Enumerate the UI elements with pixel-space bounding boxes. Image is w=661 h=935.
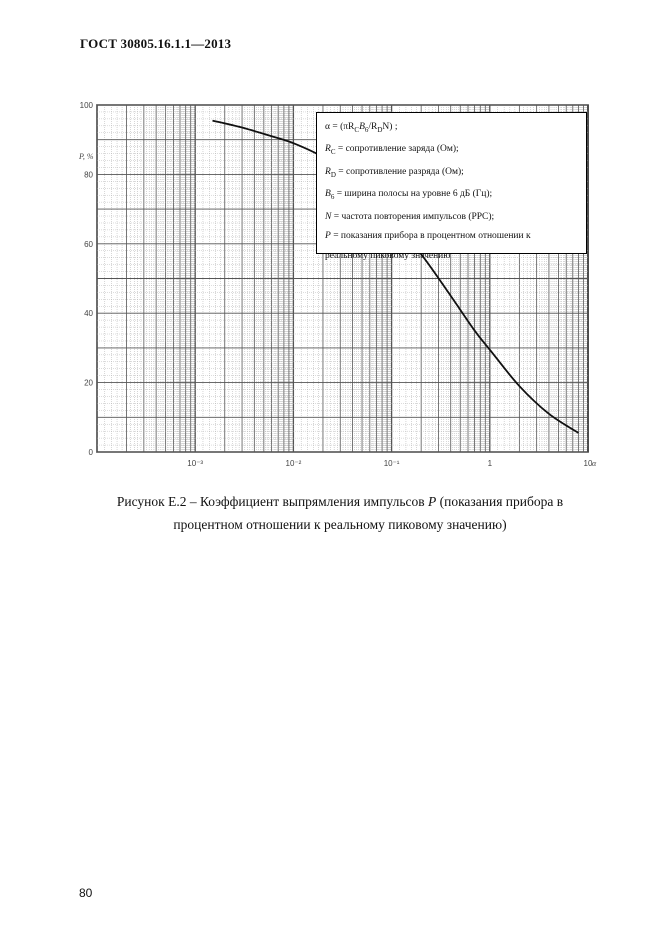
legend-b6-sub: 6 [330,193,335,202]
document-header: ГОСТ 30805.16.1.1—2013 [80,36,232,51]
y-tick-label: 60 [84,239,93,249]
y-axis-symbol: P, % [79,152,94,161]
caption-line-2: процентном отношении к реальному пиковому значению) [173,517,507,532]
legend-rd-sub: D [330,170,336,179]
legend-alpha-formula-end: N) ; [382,122,398,132]
x-tick-label: 10 [583,459,593,468]
legend-line-b6 [325,185,578,207]
legend-n-symbol: N [325,211,332,222]
legend-rc-text: = сопротивление заряда (Ом); [335,144,459,155]
page-number: 80 [79,886,93,900]
legend-rd-text: = сопротивление разряда (Ом); [335,166,464,177]
legend-alpha-formula-mid: /R [368,122,378,132]
legend-line-rd [325,163,578,185]
x-axis-symbol: α [592,459,597,468]
caption-suffix: (показания прибора в [436,494,564,509]
x-tick-label: 1 [487,459,493,468]
y-tick-label: 0 [88,448,93,457]
legend-rc-symbol: R [325,144,331,155]
y-tick-label: 100 [79,101,93,110]
y-tick-label: 80 [84,170,93,180]
caption-variable: P [427,494,437,509]
legend-line-p-cont: реальному пиковому значению [325,250,451,261]
x-tick-label: 10⁻¹ [383,459,400,468]
legend-alpha-symbol: α [325,122,330,132]
legend-line-p [325,227,578,247]
legend-line-n [325,208,578,228]
legend-rc-sub: C [330,148,336,157]
legend-rd-symbol: R [325,166,331,177]
legend-alpha-b: B [359,122,365,132]
chart-legend [316,112,587,261]
legend-b6-symbol: B [325,189,331,200]
x-tick-label: 10⁻³ [187,459,204,468]
legend-p-text: = показания прибора в процентном отношении к [330,231,531,242]
caption-line-1 [80,490,600,513]
legend-p-symbol: P [325,231,331,242]
figure-caption [80,490,600,536]
legend-b6-text: = ширина полосы на уровне 6 дБ (Гц); [334,189,493,200]
legend-line-alpha: $\alpha = (\pi R_CB_6/R_DN)$ ; [325,122,398,134]
legend-alpha-formula-start: = (πR [329,122,355,132]
y-tick-label: 20 [84,378,93,388]
caption-prefix: Рисунок Е.2 – Коэффициент выпрямления импульсов [116,494,428,509]
x-tick-label: 10⁻² [285,459,302,468]
legend-line-rc [325,140,578,162]
legend-n-text: = частота повторения импульсов (PPC); [331,211,495,222]
y-tick-label: 40 [84,309,93,319]
